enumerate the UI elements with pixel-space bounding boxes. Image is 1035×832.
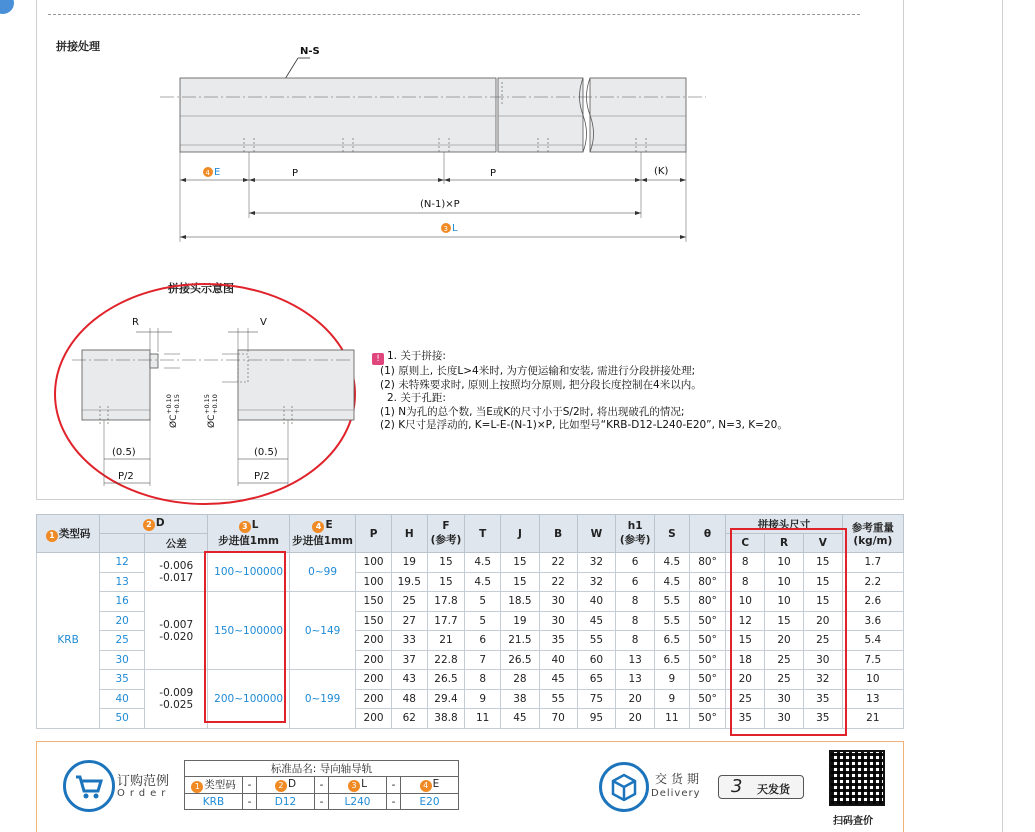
order-sub: Order — [117, 788, 171, 799]
th-p: P — [356, 515, 392, 553]
cell-h1: 20 — [616, 709, 655, 729]
th-b: B — [539, 515, 577, 553]
cell-h: 37 — [391, 650, 427, 670]
cell-p: 200 — [356, 631, 392, 651]
cell-e: 0~149 — [289, 592, 355, 670]
order-val-type: KRB — [185, 794, 243, 810]
cell-j: 26.5 — [501, 650, 540, 670]
cell-p: 200 — [356, 689, 392, 709]
cell-d: 35 — [100, 670, 145, 690]
cell-d: 50 — [100, 709, 145, 729]
svg-text:3: 3 — [443, 225, 448, 233]
cell-r: 25 — [765, 670, 804, 690]
dim-l-label: L — [452, 223, 458, 234]
cell-h1: 6 — [616, 572, 655, 592]
cell-t: 8 — [465, 670, 501, 690]
cell-v: 35 — [803, 709, 842, 729]
cell-h: 33 — [391, 631, 427, 651]
dim-e-label: E — [214, 167, 221, 178]
section-title-splicing: 拼接处理 — [56, 40, 100, 53]
cell-w: 32 — [577, 553, 616, 573]
cell-kg: 10 — [842, 670, 903, 690]
cell-h: 19 — [391, 553, 427, 573]
cell-j: 21.5 — [501, 631, 540, 651]
cell-c: 8 — [726, 553, 765, 573]
cell-f: 15 — [427, 572, 465, 592]
cell-s: 4.5 — [655, 553, 690, 573]
cell-b: 22 — [539, 572, 577, 592]
dim-p1-label: P — [292, 168, 299, 179]
th-type: 1 类型码 — [37, 515, 100, 553]
cell-e: 0~199 — [289, 670, 355, 729]
delivery-badge — [718, 775, 804, 799]
cell-l: 150~100000 — [208, 592, 290, 670]
cell-r: 10 — [765, 572, 804, 592]
note-line-3: (2) 未特殊要求时, 原则上按照均分原则, 把分段长度控制在4米以内。 — [380, 378, 702, 391]
cell-d: 40 — [100, 689, 145, 709]
cell-v: 25 — [803, 631, 842, 651]
cell-p: 150 — [356, 611, 392, 631]
cell-d: 16 — [100, 592, 145, 612]
cell-h1: 13 — [616, 670, 655, 690]
cell-c: 20 — [726, 670, 765, 690]
cell-b: 45 — [539, 670, 577, 690]
cell-h1: 13 — [616, 650, 655, 670]
cell-j: 19 — [501, 611, 540, 631]
cell-th: 80° — [689, 592, 726, 612]
cell-l: 100~100000 — [208, 553, 290, 592]
cell-t: 5 — [465, 592, 501, 612]
cell-b: 70 — [539, 709, 577, 729]
cell-tol: -0.009 -0.025 — [145, 670, 208, 729]
cell-s: 5.5 — [655, 611, 690, 631]
cell-f: 17.8 — [427, 592, 465, 612]
cell-c: 18 — [726, 650, 765, 670]
cell-th: 80° — [689, 553, 726, 573]
delivery-text: 天发货 — [757, 783, 790, 796]
cell-p: 100 — [356, 553, 392, 573]
note-line-1: 1. 关于拼接: — [387, 350, 446, 362]
cell-j: 15 — [501, 553, 540, 573]
cell-v: 15 — [803, 592, 842, 612]
cell-tol: -0.007 -0.020 — [145, 592, 208, 670]
qr-label: 扫码查价 — [833, 816, 873, 827]
cell-h1: 8 — [616, 592, 655, 612]
cell-kg: 21 — [842, 709, 903, 729]
joint-detail-diagram — [52, 282, 362, 510]
cell-s: 6.5 — [655, 631, 690, 651]
cell-f: 15 — [427, 553, 465, 573]
cell-b: 40 — [539, 650, 577, 670]
cell-f: 22.8 — [427, 650, 465, 670]
cell-c: 35 — [726, 709, 765, 729]
cell-r: 10 — [765, 592, 804, 612]
note-line-6: (2) K尺寸是浮动的, K=L-E-(N-1)×P, 比如型号“KRB-D12-L240-E20”, N=3, K=20。 — [380, 419, 788, 431]
cell-j: 28 — [501, 670, 540, 690]
cell-w: 55 — [577, 631, 616, 651]
cell-c: 10 — [726, 592, 765, 612]
cell-w: 60 — [577, 650, 616, 670]
table-row — [37, 670, 904, 690]
page-right-rule — [1002, 0, 1003, 832]
th-r: R — [765, 534, 804, 553]
dim-p2-label: P — [490, 168, 497, 179]
c-left-label: ØC — [169, 414, 179, 428]
cart-icon — [63, 760, 115, 812]
cell-d: 30 — [100, 650, 145, 670]
cell-j: 38 — [501, 689, 540, 709]
th-w: W — [577, 515, 616, 553]
cell-t: 4.5 — [465, 553, 501, 573]
cell-f: 26.5 — [427, 670, 465, 690]
th-h1: h1 (参考) — [616, 515, 655, 553]
cell-s: 11 — [655, 709, 690, 729]
cell-v: 35 — [803, 689, 842, 709]
table-row — [37, 592, 904, 612]
cell-d: 25 — [100, 631, 145, 651]
th-s: S — [655, 515, 690, 553]
cell-d: 20 — [100, 611, 145, 631]
cell-v: 20 — [803, 611, 842, 631]
svg-text:4: 4 — [205, 169, 210, 177]
th-t: T — [465, 515, 501, 553]
cell-th: 80° — [689, 572, 726, 592]
order-example-table: 标准品名: 导向轴导轨 1 类型码 - 2 D - 3 L - 4 E KRB - D12 - L240 - E20 — [184, 760, 459, 810]
order-panel — [36, 741, 904, 832]
cell-tol: -0.006 -0.017 — [145, 553, 208, 592]
cell-th: 50° — [689, 709, 726, 729]
dim-v-label: V — [260, 317, 267, 328]
cell-v: 15 — [803, 553, 842, 573]
p2-right-label: P/2 — [254, 471, 270, 482]
cell-e: 0~99 — [289, 553, 355, 592]
qr-code[interactable] — [829, 750, 885, 806]
delivery-label: 交货期 — [655, 772, 704, 786]
cell-w: 65 — [577, 670, 616, 690]
cell-kg: 3.6 — [842, 611, 903, 631]
cell-t: 9 — [465, 689, 501, 709]
cell-th: 50° — [689, 631, 726, 651]
cell-w: 32 — [577, 572, 616, 592]
note-line-4: 2. 关于孔距: — [387, 392, 446, 404]
cell-b: 30 — [539, 592, 577, 612]
order-label: 订购范例 — [117, 774, 170, 789]
cell-kg: 5.4 — [842, 631, 903, 651]
order-val-e: E20 — [401, 794, 459, 810]
cell-f: 29.4 — [427, 689, 465, 709]
cell-r: 15 — [765, 611, 804, 631]
corner-tab — [0, 0, 14, 14]
table-row — [37, 553, 904, 573]
cell-r: 30 — [765, 689, 804, 709]
cell-j: 45 — [501, 709, 540, 729]
svg-text:+0.15: +0.15 — [203, 394, 211, 414]
order-val-l: L240 — [329, 794, 387, 810]
c-right-label: ØC — [207, 414, 217, 428]
cell-b: 35 — [539, 631, 577, 651]
section-title-joint: 拼接头示意图 — [168, 282, 234, 295]
cell-th: 50° — [689, 611, 726, 631]
cell-r: 30 — [765, 709, 804, 729]
svg-text:+0.15: +0.15 — [173, 394, 181, 414]
cell-kg: 1.7 — [842, 553, 903, 573]
cell-h: 19.5 — [391, 572, 427, 592]
warning-icon: ! — [372, 353, 384, 365]
cell-h: 27 — [391, 611, 427, 631]
cell-s: 9 — [655, 670, 690, 690]
cell-r: 25 — [765, 650, 804, 670]
th-c: C — [726, 534, 765, 553]
splicing-notes — [372, 350, 788, 433]
cell-th: 50° — [689, 689, 726, 709]
cell-t: 7 — [465, 650, 501, 670]
cell-model: KRB — [37, 553, 100, 729]
order-val-d: D12 — [257, 794, 315, 810]
cell-h1: 6 — [616, 553, 655, 573]
cell-s: 5.5 — [655, 592, 690, 612]
th-d: 2 D — [100, 515, 208, 534]
th-j: J — [501, 515, 540, 553]
cell-v: 30 — [803, 650, 842, 670]
cell-r: 10 — [765, 553, 804, 573]
cell-j: 15 — [501, 572, 540, 592]
cell-v: 15 — [803, 572, 842, 592]
cell-f: 17.7 — [427, 611, 465, 631]
cell-j: 18.5 — [501, 592, 540, 612]
cell-p: 200 — [356, 709, 392, 729]
svg-text:+0.10: +0.10 — [165, 394, 173, 414]
cell-p: 200 — [356, 650, 392, 670]
cell-h: 43 — [391, 670, 427, 690]
th-e: 4 E 步进值1mm — [289, 515, 355, 553]
cell-b: 55 — [539, 689, 577, 709]
cell-r: 20 — [765, 631, 804, 651]
dim-k-label: (K) — [654, 166, 669, 177]
cell-s: 4.5 — [655, 572, 690, 592]
th-weight: 参考重量 (kg/m) — [842, 515, 903, 553]
p2-left-label: P/2 — [118, 471, 134, 482]
cell-p: 200 — [356, 670, 392, 690]
th-d-blank — [100, 534, 145, 553]
cell-c: 12 — [726, 611, 765, 631]
order-std-name: 标准品名: 导向轴导轨 — [185, 761, 459, 777]
cell-h1: 8 — [616, 631, 655, 651]
cell-t: 6 — [465, 631, 501, 651]
cell-c: 8 — [726, 572, 765, 592]
ns-label: N-S — [300, 46, 320, 57]
cell-w: 75 — [577, 689, 616, 709]
svg-text:+0.10: +0.10 — [211, 394, 219, 414]
cell-c: 15 — [726, 631, 765, 651]
cell-kg: 2.6 — [842, 592, 903, 612]
cell-f: 38.8 — [427, 709, 465, 729]
th-v: V — [803, 534, 842, 553]
half-left-label: (0.5) — [112, 447, 136, 458]
cell-t: 4.5 — [465, 572, 501, 592]
cell-kg: 13 — [842, 689, 903, 709]
cell-h1: 20 — [616, 689, 655, 709]
cell-s: 6.5 — [655, 650, 690, 670]
th-theta: θ — [689, 515, 726, 553]
cell-w: 40 — [577, 592, 616, 612]
cell-t: 5 — [465, 611, 501, 631]
dim-r-label: R — [132, 317, 139, 328]
cell-h: 25 — [391, 592, 427, 612]
cell-d: 13 — [100, 572, 145, 592]
th-h: H — [391, 515, 427, 553]
cell-c: 25 — [726, 689, 765, 709]
cell-b: 22 — [539, 553, 577, 573]
th-tol: 公差 — [145, 534, 208, 553]
cell-l: 200~100000 — [208, 670, 290, 729]
dim-n1p-label: (N-1)×P — [420, 199, 460, 210]
cell-th: 50° — [689, 650, 726, 670]
cell-v: 32 — [803, 670, 842, 690]
note-line-2: (1) 原则上, 长度L>4米时, 为方便运输和安装, 需进行分段拼接处理; — [380, 365, 696, 377]
delivery-sub: Delivery — [651, 788, 701, 799]
cell-kg: 7.5 — [842, 650, 903, 670]
delivery-box-icon — [599, 762, 649, 812]
cell-f: 21 — [427, 631, 465, 651]
delivery-days: 3 — [731, 776, 743, 797]
cell-kg: 2.2 — [842, 572, 903, 592]
cell-b: 30 — [539, 611, 577, 631]
cell-w: 45 — [577, 611, 616, 631]
top-dashed-divider — [48, 14, 860, 15]
cell-h1: 8 — [616, 611, 655, 631]
cell-p: 150 — [356, 592, 392, 612]
spec-table — [36, 514, 904, 729]
th-l: 3 L 步进值1mm — [208, 515, 290, 553]
note-line-5: (1) N为孔的总个数, 当E或K的尺寸小于S/2时, 将出现破孔的情况; — [380, 405, 685, 418]
cell-t: 11 — [465, 709, 501, 729]
cell-d: 12 — [100, 553, 145, 573]
cell-h: 62 — [391, 709, 427, 729]
th-f: F (参考) — [427, 515, 465, 553]
cell-w: 95 — [577, 709, 616, 729]
half-right-label: (0.5) — [254, 447, 278, 458]
cell-th: 50° — [689, 670, 726, 690]
splicing-diagram — [150, 42, 710, 247]
cell-p: 100 — [356, 572, 392, 592]
cell-s: 9 — [655, 689, 690, 709]
th-joint: 拼接头尺寸 — [726, 515, 842, 534]
cell-h: 48 — [391, 689, 427, 709]
